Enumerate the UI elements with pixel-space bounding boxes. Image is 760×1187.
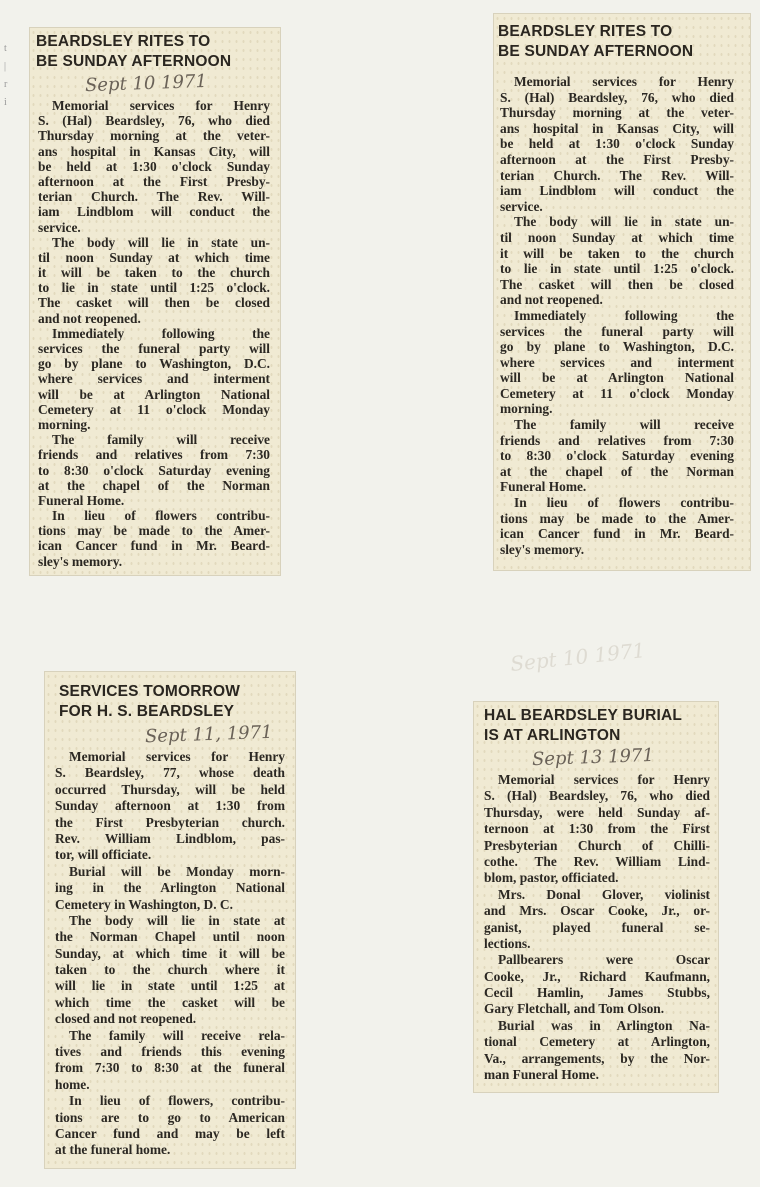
text-line: services the funeral party will bbox=[500, 323, 734, 339]
text-line: S. Beardsley, 77, whose death bbox=[55, 765, 285, 781]
text-line: Burial will be Monday morn- bbox=[69, 863, 285, 879]
text-line: lections. bbox=[484, 935, 531, 951]
text-line: Memorial services for Henry bbox=[52, 98, 270, 113]
paragraph bbox=[484, 1018, 710, 1084]
paragraph bbox=[484, 952, 710, 1018]
text-line: it will be taken to the church bbox=[38, 265, 270, 281]
text-line: ing in the Arlington National bbox=[55, 880, 285, 896]
clipping-services-tomorrow bbox=[45, 672, 295, 1168]
text-line: Thursday morning at the veter- bbox=[500, 105, 734, 121]
text-line: The body will lie in state un- bbox=[514, 214, 734, 230]
headline-line: IS AT ARLINGTON bbox=[484, 727, 621, 744]
text-line: Presbyterian Church of Chilli- bbox=[484, 837, 710, 853]
paragraph bbox=[55, 913, 285, 1028]
text-line: Thursday morning at the veter- bbox=[38, 128, 270, 144]
text-line: from 7:30 to 8:30 at the funeral bbox=[55, 1060, 285, 1076]
text-line: afternoon at the First Presby- bbox=[38, 173, 270, 189]
text-line: Cooke, Jr., Richard Kaufmann, bbox=[484, 968, 710, 984]
text-line: morning. bbox=[38, 416, 91, 432]
text-line: Mrs. Donal Glover, violinist bbox=[498, 886, 710, 902]
text-line: tions may be made to the Amer- bbox=[500, 510, 734, 526]
paragraph bbox=[484, 887, 710, 953]
text-line: at the chapel of the Norman bbox=[500, 463, 734, 479]
text-line: Memorial services for Henry bbox=[69, 749, 285, 764]
faint-handwritten-date: Sept 10 1971 bbox=[509, 637, 647, 677]
text-line: Memorial services for Henry bbox=[498, 772, 710, 787]
text-line: to 8:30 o'clock Saturday evening bbox=[38, 462, 270, 478]
text-line: will lie in state until 1:25 at bbox=[55, 978, 285, 994]
text-line: Cecil Hamlin, James Stubbs, bbox=[484, 985, 710, 1001]
text-line: go by plane to Washington, D.C. bbox=[38, 356, 270, 372]
clipping-beardsley-rites-2 bbox=[494, 14, 750, 570]
text-line: Cemetery in Washington, D. C. bbox=[55, 896, 233, 912]
text-line: at the funeral home. bbox=[55, 1142, 171, 1158]
headline-line: BEARDSLEY RITES TO bbox=[498, 23, 673, 40]
text-line: The family will receive rela- bbox=[69, 1027, 285, 1043]
text-line: Cemetery at 11 o'clock Monday bbox=[38, 401, 270, 417]
paragraph bbox=[55, 864, 285, 913]
headline-line: BE SUNDAY AFTERNOON bbox=[498, 43, 694, 60]
text-line: Funeral Home. bbox=[500, 479, 587, 495]
text-line: Immediately following the bbox=[52, 325, 270, 341]
headline bbox=[498, 22, 693, 62]
text-line: S. (Hal) Beardsley, 76, who died bbox=[38, 113, 270, 129]
text-line: cothe. The Rev. William Lind- bbox=[484, 853, 710, 869]
headline bbox=[36, 32, 231, 72]
text-line: tor, will officiate. bbox=[55, 847, 152, 863]
text-line: to lie in state until 1:25 o'clock. bbox=[38, 280, 270, 296]
text-line: tional Cemetery at Arlington, bbox=[484, 1034, 710, 1050]
text-line: ican Cancer fund in Mr. Beard- bbox=[38, 538, 270, 554]
paragraph bbox=[38, 235, 270, 326]
text-line: where services and interment bbox=[500, 354, 734, 370]
text-line: tions may be made to the Amer- bbox=[38, 523, 270, 539]
text-line: Immediately following the bbox=[514, 307, 734, 323]
text-line: Rev. William Lindblom, pas- bbox=[55, 830, 285, 846]
text-line: the Norman Chapel until noon bbox=[55, 929, 285, 945]
paragraph bbox=[484, 772, 710, 887]
text-line: go by plane to Washington, D.C. bbox=[500, 339, 734, 355]
text-line: The casket will then be closed bbox=[500, 276, 734, 292]
text-line: ican Cancer fund in Mr. Beard- bbox=[500, 526, 734, 542]
text-line: service. bbox=[38, 219, 81, 235]
text-line: will be at Arlington National bbox=[500, 370, 734, 386]
text-line: The casket will then be closed bbox=[38, 295, 270, 311]
text-line: sley's memory. bbox=[500, 541, 585, 557]
text-line: Sunday, at which time it will be bbox=[55, 945, 285, 961]
text-line: ans hospital in Kansas City, will bbox=[500, 120, 734, 136]
headline-line: SERVICES TOMORROW bbox=[59, 683, 241, 700]
text-line: and not reopened. bbox=[38, 310, 141, 326]
text-line: at the chapel of the Norman bbox=[38, 477, 270, 493]
paragraph bbox=[38, 432, 270, 508]
text-line: In lieu of flowers contribu- bbox=[514, 495, 734, 511]
text-line: which time the casket will be bbox=[55, 994, 285, 1010]
headline bbox=[484, 706, 682, 746]
text-line: Pallbearers were Oscar bbox=[498, 952, 710, 968]
clipping-burial-at-arlington bbox=[474, 702, 718, 1092]
text-line: service. bbox=[500, 198, 543, 214]
text-line: tives and friends this evening bbox=[55, 1044, 285, 1060]
paragraph bbox=[500, 417, 734, 495]
text-line: it will be taken to the church bbox=[500, 245, 734, 261]
text-line: be held at 1:30 o'clock Sunday bbox=[500, 136, 734, 152]
paragraph bbox=[38, 98, 270, 235]
handwritten-date: Sept 11, 1971 bbox=[144, 721, 273, 748]
text-line: where services and interment bbox=[38, 371, 270, 387]
text-line: to 8:30 o'clock Saturday evening bbox=[500, 448, 734, 464]
text-line: S. (Hal) Beardsley, 76, who died bbox=[484, 788, 710, 804]
text-line: man Funeral Home. bbox=[484, 1067, 599, 1083]
text-line: be held at 1:30 o'clock Sunday bbox=[38, 158, 270, 174]
paragraph bbox=[55, 749, 285, 864]
text-line: ans hospital in Kansas City, will bbox=[38, 143, 270, 159]
text-line: Cancer fund and may be left bbox=[55, 1125, 285, 1141]
text-line: tions are to go to American bbox=[55, 1109, 285, 1125]
text-line: the First Presbyterian church. bbox=[55, 814, 285, 830]
text-line: Burial was in Arlington Na- bbox=[498, 1017, 710, 1033]
text-line: Thursday, were held Sunday af- bbox=[484, 804, 710, 820]
text-line: ganist, played funeral se- bbox=[484, 919, 710, 935]
text-line: Cemetery at 11 o'clock Monday bbox=[500, 385, 734, 401]
article-body bbox=[55, 749, 285, 1159]
text-line: In lieu of flowers contribu- bbox=[52, 508, 270, 524]
text-line: S. (Hal) Beardsley, 76, who died bbox=[500, 89, 734, 105]
paragraph bbox=[500, 495, 734, 557]
text-line: closed and not reopened. bbox=[55, 1011, 197, 1027]
text-line: home. bbox=[55, 1076, 90, 1092]
article-body bbox=[38, 98, 270, 569]
headline-line: BE SUNDAY AFTERNOON bbox=[36, 53, 232, 70]
headline bbox=[59, 682, 240, 722]
text-line: friends and relatives from 7:30 bbox=[500, 432, 734, 448]
text-line: sley's memory. bbox=[38, 553, 123, 569]
paragraph bbox=[500, 214, 734, 308]
text-line: morning. bbox=[500, 401, 553, 417]
text-line: iam Lindblom will conduct the bbox=[500, 183, 734, 199]
text-line: and not reopened. bbox=[500, 292, 603, 308]
paragraph bbox=[500, 308, 734, 417]
text-line: occurred Thursday, will be held bbox=[55, 781, 285, 797]
text-line: til noon Sunday at which time bbox=[38, 249, 270, 265]
article-body bbox=[500, 74, 734, 557]
text-line: The family will receive bbox=[514, 417, 734, 433]
text-line: Gary Fletchall, and Tom Olson. bbox=[484, 1001, 665, 1017]
text-line: will be at Arlington National bbox=[38, 386, 270, 402]
text-line: The body will lie in state un- bbox=[52, 234, 270, 250]
text-line: blom, pastor, officiated. bbox=[484, 870, 619, 886]
text-line: to lie in state until 1:25 o'clock. bbox=[500, 261, 734, 277]
text-line: terian Church. The Rev. Will- bbox=[500, 167, 734, 183]
text-line: Memorial services for Henry bbox=[514, 74, 734, 89]
text-line: Sunday afternoon at 1:30 from bbox=[55, 798, 285, 814]
text-line: taken to the church where it bbox=[55, 962, 285, 978]
clipping-beardsley-rites-1 bbox=[30, 28, 280, 575]
paragraph bbox=[500, 74, 734, 214]
headline-line: BEARDSLEY RITES TO bbox=[36, 33, 211, 50]
text-line: afternoon at the First Presby- bbox=[500, 151, 734, 167]
text-line: terian Church. The Rev. Will- bbox=[38, 189, 270, 205]
text-line: The family will receive bbox=[52, 432, 270, 448]
article-body bbox=[484, 772, 710, 1083]
text-line: Va., arrangements, by the Nor- bbox=[484, 1050, 710, 1066]
paragraph bbox=[55, 1093, 285, 1159]
handwritten-date: Sept 13 1971 bbox=[531, 744, 655, 771]
text-line: friends and relatives from 7:30 bbox=[38, 447, 270, 463]
headline-line: FOR H. S. BEARDSLEY bbox=[59, 703, 235, 720]
text-line: and Mrs. Oscar Cooke, Jr., or- bbox=[484, 903, 710, 919]
text-line: services the funeral party will bbox=[38, 341, 270, 356]
handwritten-date: Sept 10 1971 bbox=[84, 70, 208, 97]
text-line: ternoon at 1:30 from the First bbox=[484, 821, 710, 837]
text-line: Funeral Home. bbox=[38, 492, 125, 508]
paragraph bbox=[55, 1028, 285, 1094]
paragraph bbox=[38, 508, 270, 569]
text-line: iam Lindblom will conduct the bbox=[38, 204, 270, 220]
scan-edge-marks: t | r i bbox=[4, 43, 8, 108]
text-line: In lieu of flowers, contribu- bbox=[69, 1093, 285, 1109]
text-line: til noon Sunday at which time bbox=[500, 229, 734, 245]
headline-line: HAL BEARDSLEY BURIAL bbox=[484, 707, 683, 724]
text-line: The body will lie in state at bbox=[69, 912, 285, 928]
paragraph bbox=[38, 326, 270, 432]
